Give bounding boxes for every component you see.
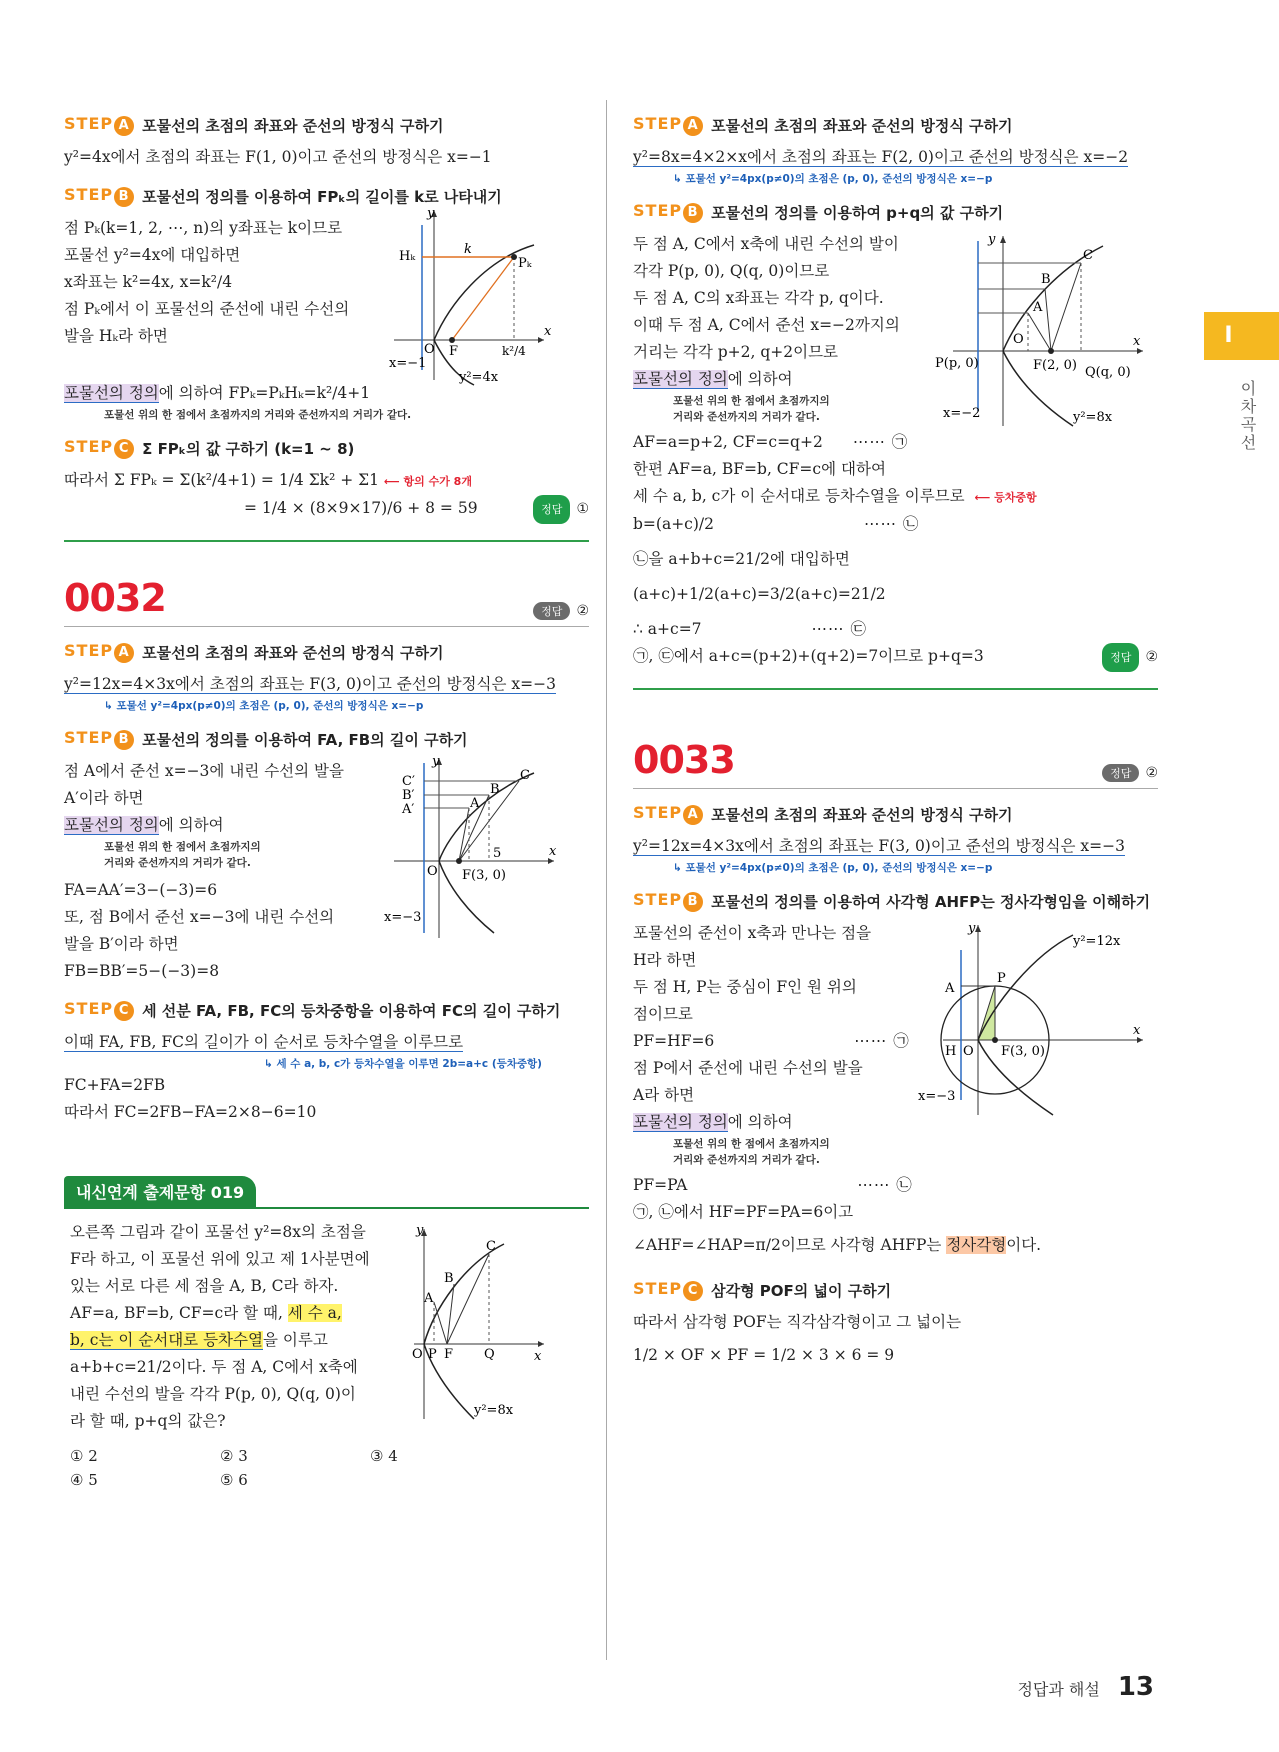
definition-line: 포물선의 정의에 의하여 FPₖ=PₖHₖ=k²/4+1 (64, 384, 371, 402)
choice-3[interactable]: ③ 4 (370, 1447, 398, 1465)
parabola-graph-32 (384, 753, 559, 943)
solution-line: 또, 점 B에서 준선 x=−3에 내린 수선의 (64, 908, 335, 926)
column-divider (606, 100, 607, 1660)
svg-text:C′: C′ (402, 774, 415, 789)
parabola-graph-box (414, 1224, 554, 1424)
svg-text:y²=8x: y²=8x (1073, 410, 1113, 425)
step-b-body (64, 206, 589, 385)
solution-line: ∴ a+c=7 ⋯⋯ ㉢ (633, 620, 867, 638)
svg-text:H: H (945, 1044, 957, 1059)
definition-note: 거리와 준선까지의 거리가 같다. (104, 857, 251, 869)
step-a-heading: STEP A 포물선의 초점의 좌표와 준선의 방정식 구하기 (64, 641, 444, 662)
svg-text:x: x (544, 324, 552, 339)
svg-text:A: A (424, 1291, 434, 1306)
svg-text:A: A (945, 981, 955, 996)
svg-text:F: F (449, 344, 459, 359)
svg-text:y: y (988, 232, 996, 247)
solution-line: FB=BB′=5−(−3)=8 (64, 962, 220, 980)
right-column (633, 100, 1158, 1369)
parabola-graph-33 (918, 920, 1153, 1120)
answer-badge: 정답 ② (533, 602, 589, 620)
solution-line: AF=a=p+2, CF=c=q+2 ⋯⋯ ㉠ (633, 433, 909, 451)
solution-line: 거리는 각각 p+2, q+2이므로 (633, 343, 839, 361)
choice-5[interactable]: ⑤ 6 (220, 1471, 248, 1489)
problem-line: 내린 수선의 발을 각각 P(p, 0), Q(q, 0)이 (70, 1385, 356, 1403)
solution-line: 한편 AF=a, BF=b, CF=c에 대하여 (633, 460, 886, 478)
solution-line: 발을 B′이라 하면 (64, 935, 179, 953)
solution-line: ㉠, ㉢에서 a+c=(p+2)+(q+2)=7이므로 p+q=3 정답 ② (633, 643, 1158, 672)
side-note: ⟵ 등차중항 (974, 491, 1037, 504)
svg-text:P(p, 0): P(p, 0) (935, 356, 979, 371)
svg-text:F(2, 0): F(2, 0) (1033, 358, 1077, 373)
solution-line: ㉠, ㉡에서 HF=PF=PA=6이고 (633, 1203, 854, 1221)
problem-line: a+b+c=21/2이다. 두 점 A, C에서 x축에 (70, 1358, 358, 1376)
left-column (64, 100, 589, 1489)
chapter-title: 이차곡선 (1238, 380, 1257, 452)
svg-text:x=−2: x=−2 (943, 406, 981, 421)
solution-line: ㉡을 a+b+c=21/2에 대입하면 (633, 550, 850, 568)
problem-line: 오른쪽 그림과 같이 포물선 y²=8x의 초점을 (70, 1223, 366, 1241)
step-b-heading: STEP B 포물선의 정의를 이용하여 FPₖ의 길이를 k로 나타내기 (64, 185, 502, 206)
svg-text:O: O (963, 1044, 974, 1059)
svg-text:y²=12x: y²=12x (1073, 934, 1121, 949)
solution-line: FC+FA=2FB (64, 1076, 166, 1094)
step-b-heading: STEP B 포물선의 정의를 이용하여 p+q의 값 구하기 (633, 201, 1004, 222)
svg-text:x=−1: x=−1 (389, 356, 427, 371)
definition-note: 포물선 위의 한 점에서 초점까지의 (104, 841, 261, 853)
problem-header (64, 576, 589, 627)
svg-text:B: B (1041, 272, 1051, 287)
box-body (64, 1219, 589, 1489)
solution-line: 점 A에서 준선 x=−3에 내린 수선의 발을 (64, 762, 344, 780)
step-c-heading: STEP C Σ FPₖ의 값 구하기 (k=1 ~ 8) (64, 437, 355, 458)
problem-line: F라 하고, 이 포물선 위에 있고 제 1사분면에 (70, 1250, 370, 1268)
answer-badge: 정답 ① (533, 495, 589, 524)
svg-text:k²/4: k²/4 (502, 344, 526, 358)
definition-note: 포물선 위의 한 점에서 초점까지의 (673, 395, 830, 407)
solution-line: y²=12x=4×3x에서 초점의 좌표는 F(3, 0)이고 준선의 방정식은 x=−3 (633, 837, 1125, 855)
solution-line: A라 하면 (633, 1086, 695, 1104)
related-problem-box (64, 1176, 589, 1489)
svg-text:O: O (427, 864, 438, 879)
solution-line: y²=4x에서 초점의 좌표는 F(1, 0)이고 준선의 방정식은 x=−1 (64, 148, 492, 166)
section-rule (633, 688, 1158, 690)
solution-line: FA=AA′=3−(−3)=6 (64, 881, 218, 899)
svg-text:x: x (1133, 1023, 1141, 1038)
svg-text:y: y (416, 1223, 424, 1238)
problem-line: 라 할 때, p+q의 값은? (70, 1412, 226, 1430)
solution-line: b=(a+c)/2 ⋯⋯ ㉡ (633, 515, 920, 533)
svg-text:O: O (1013, 332, 1024, 347)
solution-line: 점이므로 (633, 1005, 693, 1023)
definition-line: 포물선의 정의에 의하여 (633, 370, 793, 388)
solution-line: (a+c)+1/2(a+c)=3/2(a+c)=21/2 (633, 585, 886, 603)
solution-line: 점 P에서 준선에 내린 수선의 발을 (633, 1059, 863, 1077)
choice-1[interactable]: ① 2 (70, 1447, 98, 1465)
page-footer (1017, 1672, 1154, 1702)
definition-line: 포물선의 정의에 의하여 (64, 816, 224, 834)
step-a-heading: STEP A 포물선의 초점의 좌표와 준선의 방정식 구하기 (633, 803, 1013, 824)
problem-number: 0033 (633, 738, 735, 782)
choice-4[interactable]: ④ 5 (70, 1471, 98, 1489)
chapter-tab: I (1204, 312, 1279, 360)
solution-line: 두 점 A, C에서 x축에 내린 수선의 발이 (633, 235, 899, 253)
svg-text:y: y (968, 921, 976, 936)
step-a-heading: STEP A 포물선의 초점의 좌표와 준선의 방정식 구하기 (633, 114, 1013, 135)
solution-line: 각각 P(p, 0), Q(q, 0)이므로 (633, 262, 830, 280)
box-title: 내신연계 출제문항 019 (64, 1176, 256, 1207)
solution-line: 따라서 FC=2FB−FA=2×8−6=10 (64, 1103, 317, 1121)
svg-text:C: C (520, 768, 530, 783)
svg-text:F: F (444, 1347, 454, 1362)
svg-text:k: k (464, 242, 472, 257)
formula-note: ↳ 포물선 y²=4px(p≠0)의 초점은 (p, 0), 준선의 방정식은 x=−p (673, 862, 993, 874)
svg-text:x=−3: x=−3 (918, 1089, 956, 1104)
svg-text:x=−3: x=−3 (384, 910, 422, 925)
problem-line: b, c는 이 순서대로 등차수열을 이루고 (70, 1331, 328, 1349)
definition-line: 포물선의 정의에 의하여 (633, 1113, 793, 1131)
solution-line: A′이라 하면 (64, 789, 144, 807)
svg-text:O: O (424, 342, 435, 357)
svg-text:5: 5 (493, 846, 502, 861)
svg-text:B′: B′ (402, 788, 415, 803)
svg-text:Q(q, 0): Q(q, 0) (1085, 365, 1131, 380)
solution-line: PF=PA ⋯⋯ ㉡ (633, 1176, 913, 1194)
solution-line: 따라서 Σ FPₖ = Σ(k²/4+1) = 1/4 Σk² + Σ1 ⟵ 항의 수가 8개 (64, 471, 472, 489)
svg-text:y²=8x: y²=8x (474, 1403, 514, 1418)
step-a-heading: STEP A 포물선의 초점의 좌표와 준선의 방정식 구하기 (64, 114, 444, 135)
problem-line: AF=a, BF=b, CF=c라 할 때, 세 수 a, (70, 1304, 342, 1322)
svg-text:B: B (444, 1271, 454, 1286)
definition-note: 거리와 준선까지의 거리가 같다. (673, 1154, 820, 1166)
svg-text:P: P (997, 971, 1006, 986)
svg-text:x: x (534, 1349, 542, 1364)
svg-text:Hₖ: Hₖ (399, 249, 416, 264)
definition-note: 거리와 준선까지의 거리가 같다. (673, 411, 820, 423)
solution-line: = 1/4 × (8×9×17)/6 + 8 = 59 정답 ① (64, 495, 589, 524)
parabola-graph-31b (933, 231, 1153, 431)
svg-text:B: B (490, 782, 500, 797)
section-rule (64, 540, 589, 542)
definition-note: 포물선 위의 한 점에서 초점까지의 거리와 준선까지의 거리가 같다. (104, 409, 412, 421)
answer-choices (70, 1447, 589, 1489)
svg-text:y²=4x: y²=4x (459, 370, 499, 385)
svg-text:y: y (432, 754, 440, 769)
side-note: ⟵ 항의 수가 8개 (383, 475, 472, 488)
solution-line: 점 Pₖ에서 이 포물선의 준선에 내린 수선의 (64, 300, 350, 318)
solution-line: 세 수 a, b, c가 이 순서대로 등차수열을 이루므로 ⟵ 등차중항 (633, 487, 1037, 505)
svg-text:x: x (1133, 334, 1141, 349)
page-number: 13 (1117, 1672, 1154, 1702)
svg-text:P: P (428, 1347, 437, 1362)
svg-text:A: A (1033, 300, 1043, 315)
formula-note: ↳ 포물선 y²=4px(p≠0)의 초점은 (p, 0), 준선의 방정식은 x=−p (104, 700, 424, 712)
svg-text:A: A (470, 796, 480, 811)
step-b-body (64, 754, 589, 985)
step-b-body (633, 920, 1158, 1259)
svg-text:F(3, 0): F(3, 0) (1001, 1044, 1045, 1059)
solution-line: PF=HF=6 ⋯⋯ ㉠ (633, 1032, 910, 1050)
solution-line: 두 점 H, P는 중심이 F인 원 위의 (633, 978, 857, 996)
svg-text:y: y (427, 206, 435, 221)
solution-line: 포물선의 준선이 x축과 만나는 점을 (633, 924, 872, 942)
step-c-heading: STEP C 삼각형 POF의 넓이 구하기 (633, 1279, 892, 1300)
step-b-body (633, 231, 1158, 672)
solution-line: 발을 Hₖ라 하면 (64, 327, 168, 345)
step-c-heading: STEP C 세 선분 FA, FB, FC의 등차중항을 이용하여 FC의 길이 구하기 (64, 999, 561, 1020)
solution-line: 이때 FA, FB, FC의 길이가 이 순서로 등차수열을 이루므로 (64, 1033, 464, 1051)
solution-line: 두 점 A, C의 x좌표는 각각 p, q이다. (633, 289, 884, 307)
box-bar (64, 1207, 589, 1209)
footer-title: 정답과 해설 (1017, 1680, 1100, 1699)
svg-text:x: x (549, 844, 557, 859)
formula-note: ↳ 포물선 y²=4px(p≠0)의 초점은 (p, 0), 준선의 방정식은 x=−p (673, 173, 993, 185)
choice-2[interactable]: ② 3 (220, 1447, 248, 1465)
answer-badge: 정답 ② (1102, 643, 1158, 672)
svg-text:Q: Q (484, 1347, 495, 1362)
svg-text:A′: A′ (402, 802, 415, 817)
solution-line: 따라서 삼각형 POF는 직각삼각형이고 그 넓이는 (633, 1313, 962, 1331)
problem-number: 0032 (64, 576, 166, 620)
step-b-heading: STEP B 포물선의 정의를 이용하여 FA, FB의 길이 구하기 (64, 728, 468, 749)
svg-text:C: C (1083, 248, 1093, 263)
step-b-heading: STEP B 포물선의 정의를 이용하여 사각형 AHFP는 정사각형임을 이해하기 (633, 890, 1151, 911)
svg-text:C: C (486, 1239, 496, 1254)
parabola-graph-31 (389, 205, 552, 385)
svg-text:F(3, 0): F(3, 0) (462, 868, 506, 883)
solution-line: ∠AHF=∠HAP=π/2이므로 사각형 AHFP는 정사각형이다. (633, 1236, 1042, 1254)
problem-header (633, 738, 1158, 789)
solution-line: 1/2 × OF × PF = 1/2 × 3 × 6 = 9 (633, 1346, 895, 1364)
problem-line: 있는 서로 다른 세 점을 A, B, C라 하자. (70, 1277, 339, 1295)
solution-line: 포물선 y²=4x에 대입하면 (64, 246, 241, 264)
solution-line: 점 Pₖ(k=1, 2, ⋯, n)의 y좌표는 k이므로 (64, 219, 343, 237)
definition-note: 포물선 위의 한 점에서 초점까지의 (673, 1138, 830, 1150)
answer-badge: 정답 ② (1102, 764, 1158, 782)
solution-line: y²=12x=4×3x에서 초점의 좌표는 F(3, 0)이고 준선의 방정식은 x=−3 (64, 675, 556, 693)
solution-line: x좌표는 k²=4x, x=k²/4 (64, 273, 233, 291)
svg-text:Pₖ: Pₖ (518, 256, 532, 271)
formula-note: ↳ 세 수 a, b, c가 등차수열을 이루면 2b=a+c (등차중항) (264, 1058, 542, 1070)
svg-text:O: O (412, 1347, 423, 1362)
solution-line: y²=8x=4×2×x에서 초점의 좌표는 F(2, 0)이고 준선의 방정식은 x=−2 (633, 148, 1129, 166)
solution-line: H라 하면 (633, 951, 697, 969)
solution-line: 이때 두 점 A, C에서 준선 x=−2까지의 (633, 316, 900, 334)
